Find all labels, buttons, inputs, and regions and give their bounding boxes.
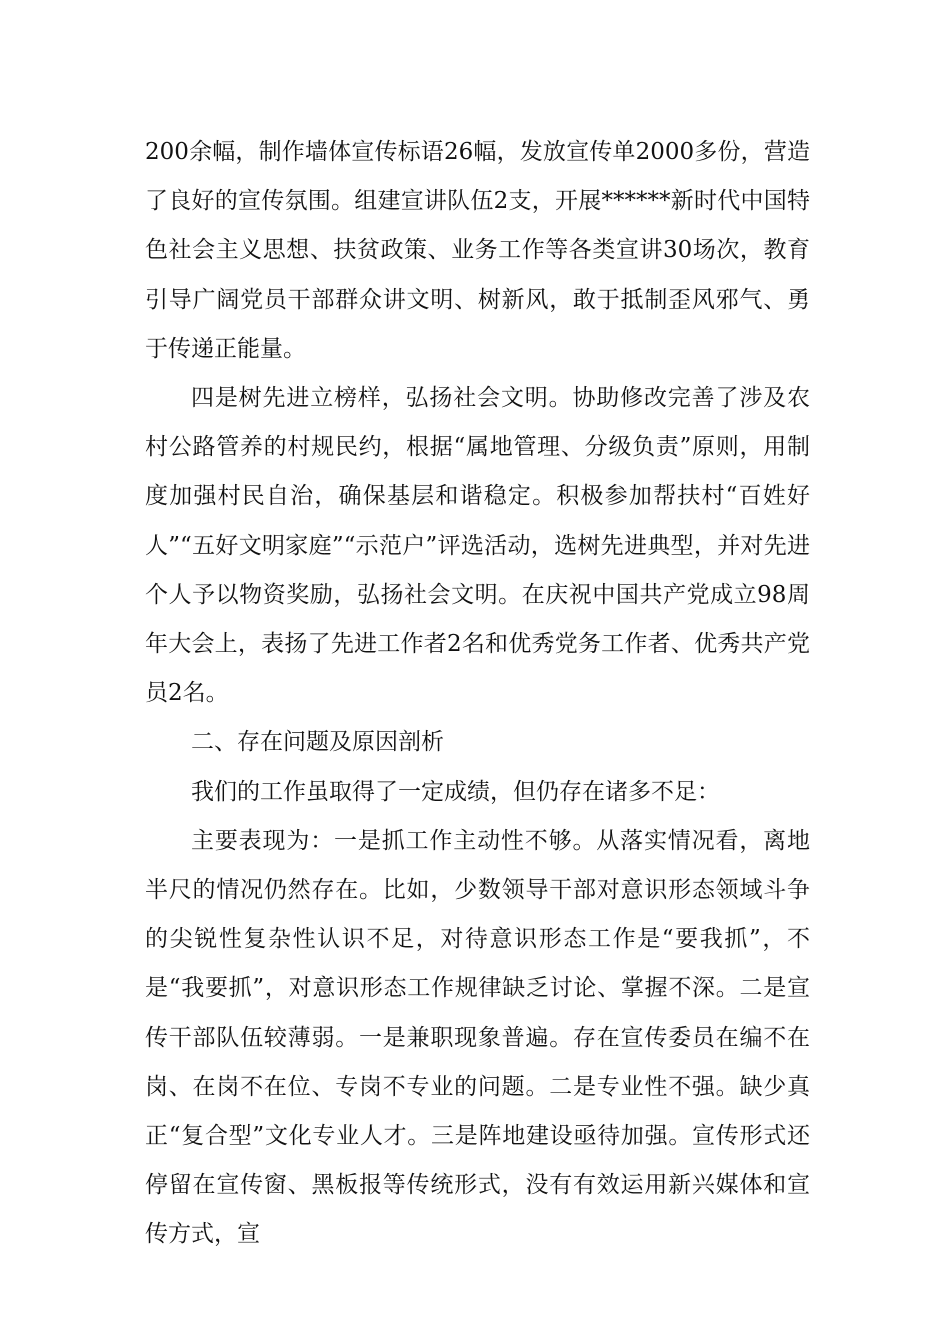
paragraph-point-four: 四是树先进立榜样，弘扬社会文明。协助修改完善了涉及农村公路管养的村规民约，根据“属地管理、分级负责”原则，用制度加强村民自治，确保基层和谐稳定。积极参加帮扶村“百姓好人”“五好文明家庭”“示范户”评选活动，选树先进典型，并对先进个人予以物资奖励，弘扬社会文明。在庆祝中国共产党成立98周年大会上，表扬了先进工作者2名和优秀党务工作者、优秀共产党员2名。 bbox=[145, 385, 810, 707]
paragraph-continuation: 200余幅，制作墙体宣传标语26幅，发放宣传单2000多份，营造了良好的宣传氛围。组建宣讲队伍2支，开展******新时代中国特色社会主义思想、扶贫政策、业务工作等各类宣讲30场次，教育引导广阔党员干部群众讲文明、树新风，敢于抵制歪风邪气、勇于传递正能量。 bbox=[145, 139, 810, 362]
section-heading: 二、存在问题及原因剖析 bbox=[191, 729, 444, 756]
document-body bbox=[145, 128, 810, 1260]
paragraph-summary: 我们的工作虽取得了一定成绩，但仍存在诸多不足： bbox=[191, 778, 720, 805]
paragraph-problems: 主要表现为：一是抓工作主动性不够。从落实情况看，离地半尺的情况仍然存在。比如，少数领导干部对意识形态领域斗争的尖锐性复杂性认识不足，对待意识形态工作是“要我抓”，不是“我要抓”，对意识形态工作规律缺乏讨论、掌握不深。二是宣传干部队伍较薄弱。一是兼职现象普遍。存在宣传委员在编不在岗、在岗不在位、专岗不专业的问题。二是专业性不强。缺少真正“复合型”文化专业人才。三是阵地建设亟待加强。宣传形式还停留在宣传窗、黑板报等传统形式，没有有效运用新兴媒体和宣传方式，宣 bbox=[145, 827, 810, 1248]
